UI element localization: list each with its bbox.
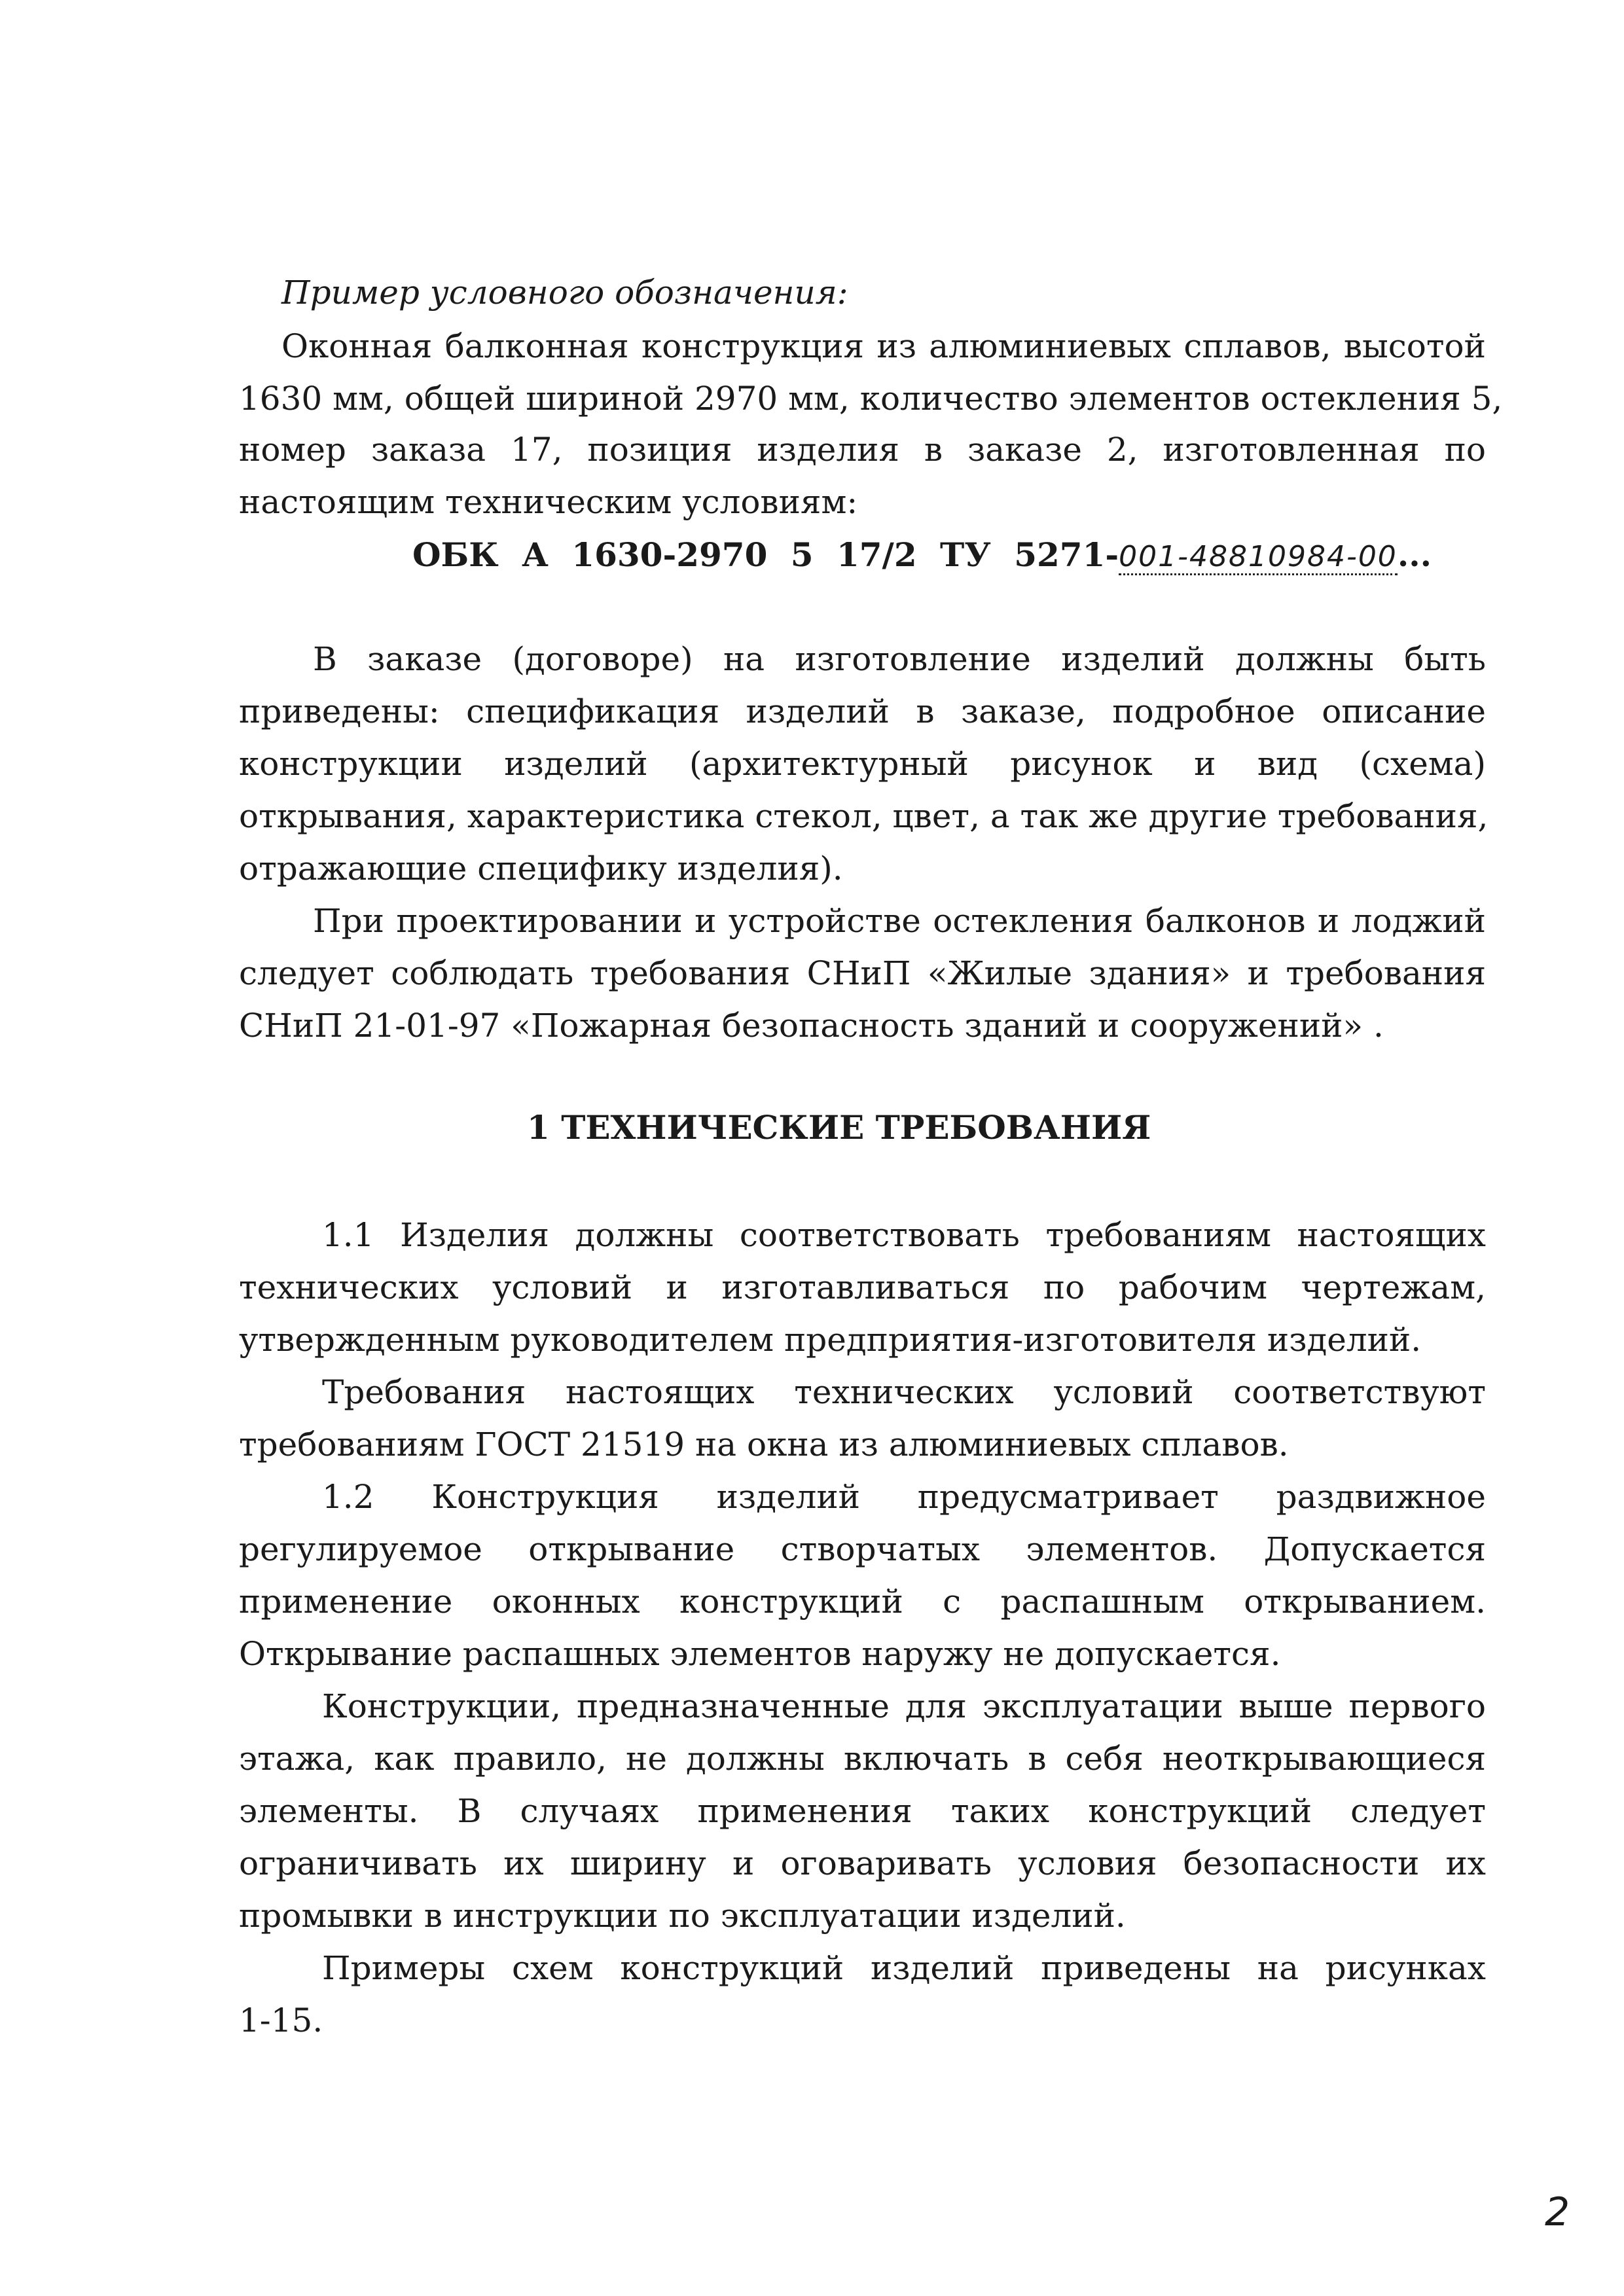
example-line-1: Оконная балконная конструкция из алюминиевых сплавов, высотой	[281, 327, 1486, 365]
order-line-3: конструкции изделий (архитектурный рисунок и вид (схема)	[239, 745, 1486, 783]
clause-1-2-line-4: Открывание распашных элементов наружу не допускается.	[239, 1635, 1281, 1673]
design-line-1: При проектировании и устройстве остекления балконов и лоджий	[313, 902, 1486, 940]
design-line-3: СНиП 21-01-97 «Пожарная безопасность зданий и сооружений» .	[239, 1007, 1384, 1045]
designation-handwritten: 001-48810984-00	[1119, 540, 1398, 575]
page-number: 2	[1545, 2189, 1570, 2235]
clause-1-2-line-2: регулируемое открывание створчатых элементов. Допускается	[239, 1530, 1486, 1568]
example-line-2: 1630 мм, общей шириной 2970 мм, количество элементов остекления 5,	[239, 380, 1503, 418]
designation-printed: ОБК А 1630-2970 5 17/2 ТУ 5271-	[412, 535, 1119, 574]
upper-floor-line-3: элементы. В случаях применения таких конструкций следует	[239, 1792, 1486, 1830]
figures-line-1: Примеры схем конструкций изделий приведены на рисунках	[322, 1949, 1486, 1987]
figures-line-2: 1-15.	[239, 2001, 323, 2039]
order-line-4: открывания, характеристика стекол, цвет, а так же другие требования,	[239, 797, 1489, 835]
requirements-line-1: Требования настоящих технических условий соответствуют	[322, 1373, 1486, 1411]
upper-floor-line-4: ограничивать их ширину и оговаривать условия безопасности их	[239, 1844, 1486, 1882]
requirements-line-2: требованиям ГОСТ 21519 на окна из алюминиевых сплавов.	[239, 1426, 1289, 1463]
example-heading: Пример условного обозначения:	[281, 274, 848, 312]
clause-1-1-line-2: технических условий и изготавливаться по рабочим чертежам,	[239, 1268, 1486, 1306]
upper-floor-line-2: этажа, как правило, не должны включать в себя неоткрывающиеся	[239, 1740, 1486, 1778]
designation-tail: ...	[1397, 535, 1432, 574]
order-line-1: В заказе (договоре) на изготовление изделий должны быть	[313, 640, 1486, 678]
clause-1-2-line-1: 1.2 Конструкция изделий предусматривает раздвижное	[322, 1478, 1486, 1516]
designation-code	[412, 535, 1432, 574]
example-line-3: номер заказа 17, позиция изделия в заказе 2, изготовленная по	[239, 431, 1486, 469]
clause-1-1-line-3: утвержденным руководителем предприятия-изготовителя изделий.	[239, 1321, 1422, 1359]
upper-floor-line-5: промывки в инструкции по эксплуатации изделий.	[239, 1897, 1126, 1935]
upper-floor-line-1: Конструкции, предназначенные для эксплуатации выше первого	[322, 1687, 1486, 1725]
clause-1-2-line-3: применение оконных конструкций с распашным открыванием.	[239, 1583, 1486, 1621]
clause-1-1-line-1: 1.1 Изделия должны соответствовать требованиям настоящих	[322, 1216, 1486, 1254]
order-line-5: отражающие специфику изделия).	[239, 850, 843, 888]
design-line-2: следует соблюдать требования СНиП «Жилые здания» и требования	[239, 954, 1486, 992]
order-line-2: приведены: спецификация изделий в заказе, подробное описание	[239, 692, 1486, 730]
section-title: 1 ТЕХНИЧЕСКИЕ ТРЕБОВАНИЯ	[527, 1108, 1151, 1147]
example-line-4: настоящим техническим условиям:	[239, 483, 858, 521]
